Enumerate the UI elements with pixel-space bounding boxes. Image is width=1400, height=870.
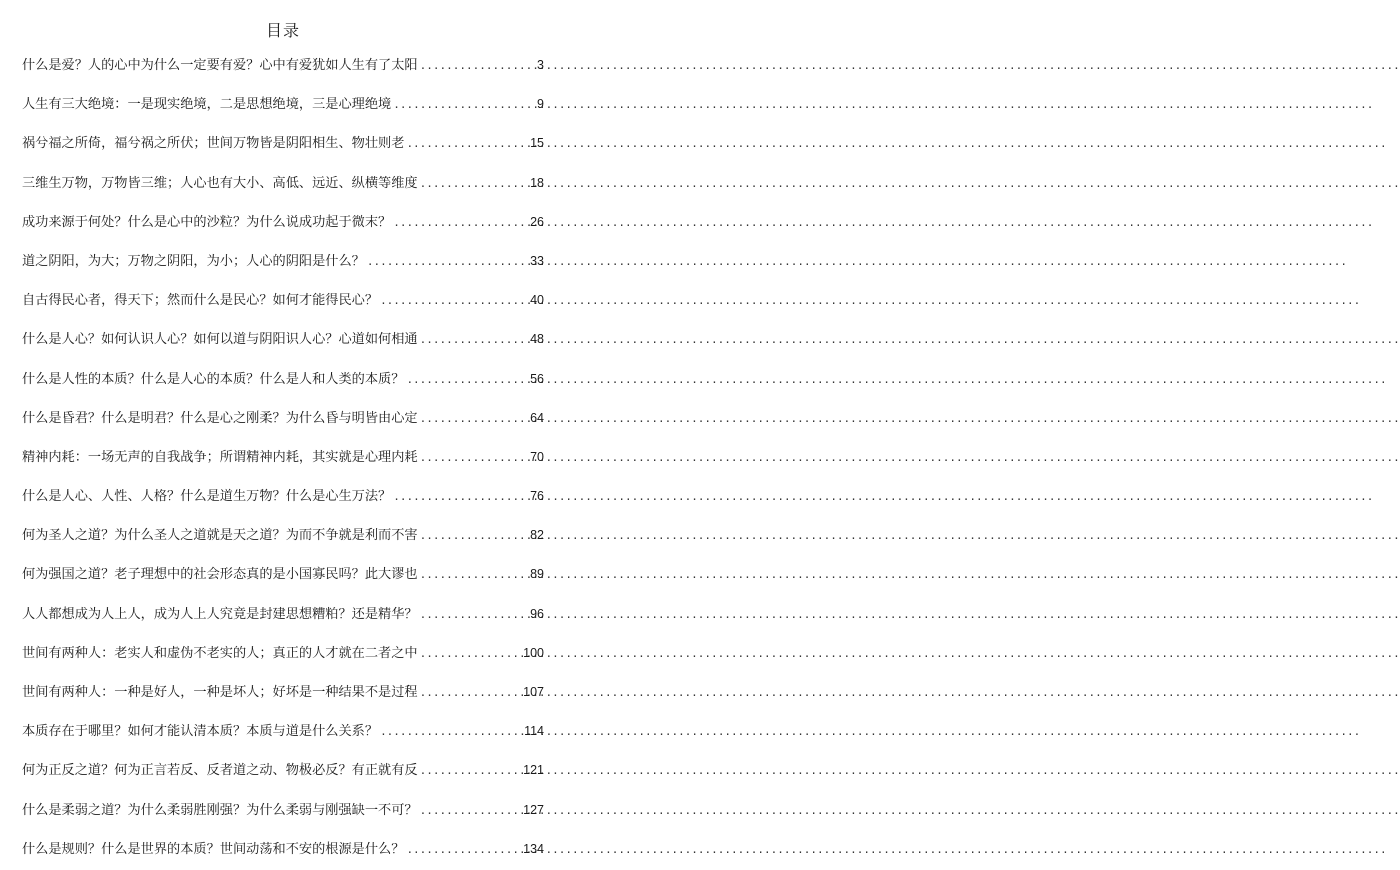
toc-entry[interactable] — [22, 124, 544, 163]
toc-entry[interactable] — [22, 634, 544, 673]
toc-dot-leader — [367, 242, 528, 281]
toc-entry-text: 三维生万物，万物皆三维；人心也有大小、高低、远近、纵横等维度 — [22, 175, 418, 191]
toc-entry-text: 祸兮福之所倚，福兮祸之所伏；世间万物皆是阴阳相生、物壮则老 — [22, 136, 405, 152]
toc-dot-leader — [420, 164, 528, 203]
toc-dot-leader — [420, 791, 522, 830]
toc-dot-leader — [420, 634, 522, 673]
toc-entry[interactable] — [22, 46, 544, 85]
toc-entry[interactable] — [22, 242, 544, 281]
toc-page-number: 100 — [523, 645, 544, 660]
toc-entry-text: 世间有两种人：一种是好人，一种是坏人；好坏是一种结果不是过程 — [22, 685, 418, 700]
toc-page-number: 127 — [523, 802, 544, 817]
toc-dot-leader — [420, 751, 522, 790]
toc-dot-leader — [380, 281, 528, 320]
toc-page-number: 18 — [530, 175, 544, 190]
toc-dot-leader — [380, 712, 522, 751]
toc-dot-leader — [420, 516, 528, 555]
toc-page-number: 15 — [530, 136, 544, 151]
toc-page-number: 82 — [530, 528, 544, 543]
toc-entry-text: 什么是人性的本质？什么是人心的本质？什么是人和人类的本质？ — [22, 371, 405, 387]
toc-page-number: 134 — [523, 841, 544, 856]
toc-dot-leader — [420, 555, 528, 594]
toc-entry-text: 什么是人心、人性、人格？什么是道生万物？什么是心生万法？ — [22, 489, 392, 505]
toc-list — [22, 46, 544, 869]
toc-entry[interactable] — [22, 85, 544, 124]
toc-entry-text: 什么是爱？人的心中为什么一定要有爱？心中有爱犹如人生有了太阳 — [22, 58, 418, 73]
toc-page-number: 89 — [530, 567, 544, 582]
toc-page-number: 40 — [530, 293, 544, 308]
toc-page-number: 33 — [530, 253, 544, 268]
toc-entry[interactable] — [22, 791, 544, 830]
toc-page-number: 64 — [530, 410, 544, 425]
toc-entry-text: 人生有三大绝境：一是现实绝境，二是思想绝境，三是心理绝境 — [22, 97, 392, 113]
toc-entry-text: 什么是柔弱之道？为什么柔弱胜刚强？为什么柔弱与刚强缺一不可？ — [22, 802, 418, 818]
toc-entry[interactable] — [22, 830, 544, 869]
toc-dot-leader — [406, 124, 528, 163]
toc-entry[interactable] — [22, 281, 544, 320]
toc-dot-leader — [420, 595, 528, 634]
toc-title: 目录 — [265, 21, 300, 40]
toc-dot-leader — [406, 360, 528, 399]
toc-page-number: 56 — [530, 371, 544, 386]
toc-entry[interactable] — [22, 438, 544, 477]
toc-entry[interactable] — [22, 555, 544, 594]
toc-entry-text: 本质存在于哪里？如何才能认清本质？本质与道是什么关系？ — [22, 724, 379, 740]
toc-dot-leader — [420, 320, 528, 359]
toc-page-number: 107 — [523, 685, 544, 699]
toc-entry-text: 什么是人心？如何认识人心？如何以道与阴阳识人心？心道如何相通 — [22, 332, 418, 348]
document-page — [0, 0, 568, 870]
toc-page-number: 96 — [530, 606, 544, 621]
toc-dot-leader — [420, 399, 528, 438]
toc-dot-leader — [420, 46, 532, 85]
toc-page-number: 26 — [530, 214, 544, 229]
toc-entry-text: 何为正反之道？何为正言若反、反者道之动、物极必反？有正就有反 — [22, 763, 418, 779]
toc-dot-leader — [393, 203, 528, 242]
toc-entry[interactable] — [22, 516, 544, 555]
toc-dot-leader — [406, 830, 521, 869]
toc-entry[interactable] — [22, 712, 544, 751]
toc-entry-text: 精神内耗：一场无声的自我战争；所谓精神内耗，其实就是心理内耗 — [22, 449, 418, 465]
toc-page-number: 114 — [524, 724, 544, 739]
toc-page-number: 48 — [530, 332, 544, 347]
toc-page-number: 9 — [537, 97, 544, 112]
toc-entry-text: 人人都想成为人上人，成为人上人究竟是封建思想糟粕？还是精华？ — [22, 606, 418, 622]
toc-dot-leader — [393, 85, 532, 124]
toc-page-number: 3 — [537, 58, 544, 72]
toc-page-number: 76 — [530, 489, 544, 504]
toc-page-number: 121 — [523, 763, 544, 778]
toc-entry[interactable] — [22, 203, 544, 242]
toc-entry[interactable] — [22, 399, 544, 438]
toc-entry-text: 世间有两种人：老实人和虚伪不老实的人；真正的人才就在二者之中 — [22, 645, 418, 661]
toc-entry-text: 何为圣人之道？为什么圣人之道就是天之道？为而不争就是利而不害 — [22, 528, 418, 544]
toc-entry[interactable] — [22, 673, 544, 712]
toc-dot-leader — [420, 673, 522, 712]
toc-entry[interactable] — [22, 751, 544, 790]
toc-dot-leader — [393, 477, 528, 516]
toc-page-number: 70 — [530, 449, 544, 464]
toc-entry[interactable] — [22, 164, 544, 203]
toc-entry-text: 什么是规则？什么是世界的本质？世间动荡和不安的根源是什么？ — [22, 841, 405, 857]
toc-dot-leader — [420, 438, 528, 477]
toc-entry-text: 成功来源于何处？什么是心中的沙粒？为什么说成功起于微末？ — [22, 214, 392, 230]
toc-entry[interactable] — [22, 360, 544, 399]
toc-entry-text: 自古得民心者，得天下；然而什么是民心？如何才能得民心？ — [22, 293, 379, 309]
toc-entry[interactable] — [22, 320, 544, 359]
toc-entry-text: 什么是昏君？什么是明君？什么是心之刚柔？为什么昏与明皆由心定 — [22, 410, 418, 426]
toc-entry-text: 何为强国之道？老子理想中的社会形态真的是小国寡民吗？此大谬也 — [22, 567, 418, 583]
toc-entry[interactable] — [22, 477, 544, 516]
toc-entry[interactable] — [22, 595, 544, 634]
toc-entry-text: 道之阴阳，为大；万物之阴阳，为小；人心的阴阳是什么？ — [22, 253, 365, 269]
